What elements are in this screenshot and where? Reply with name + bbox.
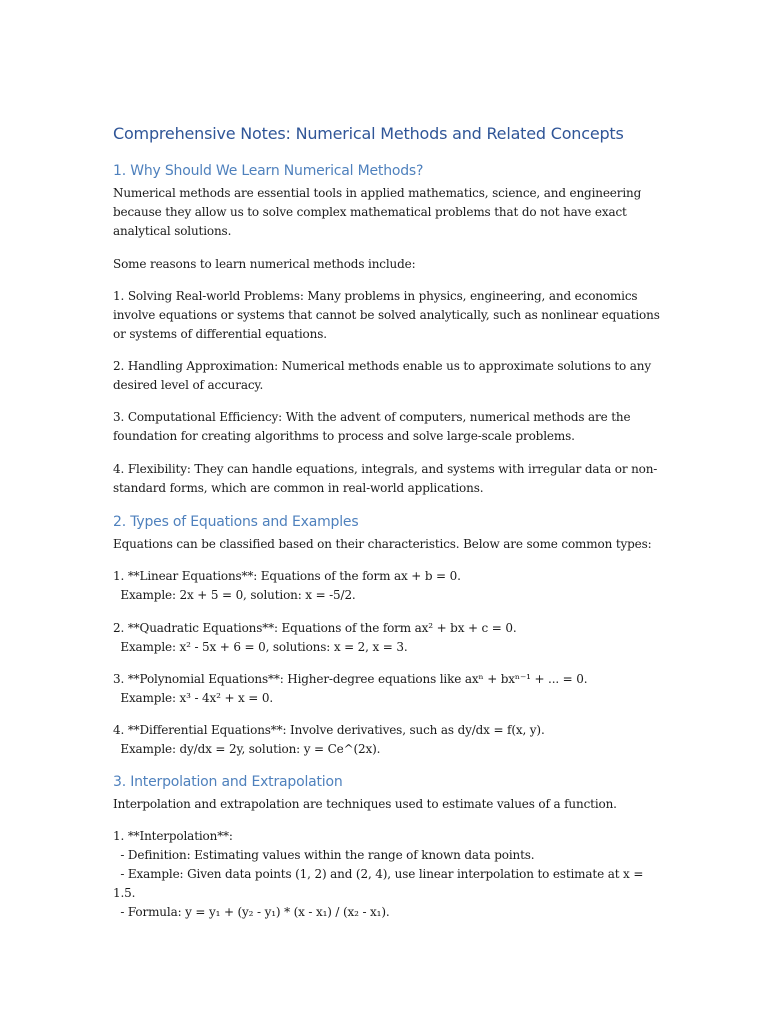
text-line: Interpolation and extrapolation are techniques used to estimate values of a function.: [113, 797, 617, 811]
paragraph: [113, 287, 660, 344]
text-line: foundation for creating algorithms to process and solve large-scale problems.: [113, 429, 575, 443]
text-line: Example: 2x + 5 = 0, solution: x = -5/2.: [113, 588, 356, 602]
paragraph: [113, 408, 630, 446]
text-line: 1. **Interpolation**:: [113, 829, 233, 843]
text-line: analytical solutions.: [113, 224, 232, 238]
paragraph: [113, 255, 415, 274]
text-line: 3. **Polynomial Equations**: Higher-degree equations like axⁿ + bxⁿ⁻¹ + ... = 0.: [113, 672, 588, 686]
text-line: standard forms, which are common in real-world applications.: [113, 481, 484, 495]
paragraph: [113, 721, 545, 759]
text-line: Equations can be classified based on their characteristics. Below are some common types:: [113, 537, 652, 551]
paragraph: [113, 357, 651, 395]
text-line: Numerical methods are essential tools in applied mathematics, science, and engineering: [113, 186, 642, 200]
text-line: Example: dy/dx = 2y, solution: y = Ce^(2x).: [113, 742, 381, 756]
paragraph: [113, 460, 657, 498]
paragraph: [113, 795, 617, 814]
text-line: Example: x² - 5x + 6 = 0, solutions: x = 2, x = 3.: [113, 640, 408, 654]
text-line: 2. Handling Approximation: Numerical methods enable us to approximate solutions to any: [113, 359, 652, 373]
document-title: Comprehensive Notes: Numerical Methods and Related Concepts: [113, 124, 624, 143]
text-line: 4. Flexibility: They can handle equations, integrals, and systems with irregular data or non-: [113, 462, 658, 476]
paragraph: [113, 184, 641, 241]
text-line: 4. **Differential Equations**: Involve derivatives, such as dy/dx = f(x, y).: [113, 723, 545, 737]
paragraph: [113, 567, 461, 605]
text-line: 1.5.: [113, 886, 136, 900]
text-line: involve equations or systems that cannot be solved analytically, such as nonlinear equations: [113, 308, 660, 322]
paragraph: [113, 827, 643, 922]
section-heading-types-of-equations: 2. Types of Equations and Examples: [113, 514, 359, 530]
text-line: - Formula: y = y₁ + (y₂ - y₁) * (x - x₁) / (x₂ - x₁).: [113, 905, 390, 919]
paragraph: [113, 535, 652, 554]
text-line: because they allow us to solve complex mathematical problems that do not have exact: [113, 205, 627, 219]
section-heading-why-learn: 1. Why Should We Learn Numerical Methods?: [113, 163, 424, 179]
text-line: or systems of differential equations.: [113, 327, 327, 341]
text-line: 1. Solving Real-world Problems: Many problems in physics, engineering, and economics: [113, 289, 638, 303]
text-line: 3. Computational Efficiency: With the advent of computers, numerical methods are the: [113, 410, 631, 424]
text-line: Some reasons to learn numerical methods include:: [113, 257, 416, 271]
text-line: - Example: Given data points (1, 2) and (2, 4), use linear interpolation to estimate at x =: [113, 867, 644, 881]
text-line: 1. **Linear Equations**: Equations of the form ax + b = 0.: [113, 569, 461, 583]
paragraph: [113, 619, 517, 657]
text-line: Example: x³ - 4x² + x = 0.: [113, 691, 274, 705]
text-line: desired level of accuracy.: [113, 378, 264, 392]
text-line: 2. **Quadratic Equations**: Equations of the form ax² + bx + c = 0.: [113, 621, 517, 635]
section-heading-interpolation: 3. Interpolation and Extrapolation: [113, 774, 343, 790]
text-line: - Definition: Estimating values within the range of known data points.: [113, 848, 535, 862]
paragraph: [113, 670, 587, 708]
